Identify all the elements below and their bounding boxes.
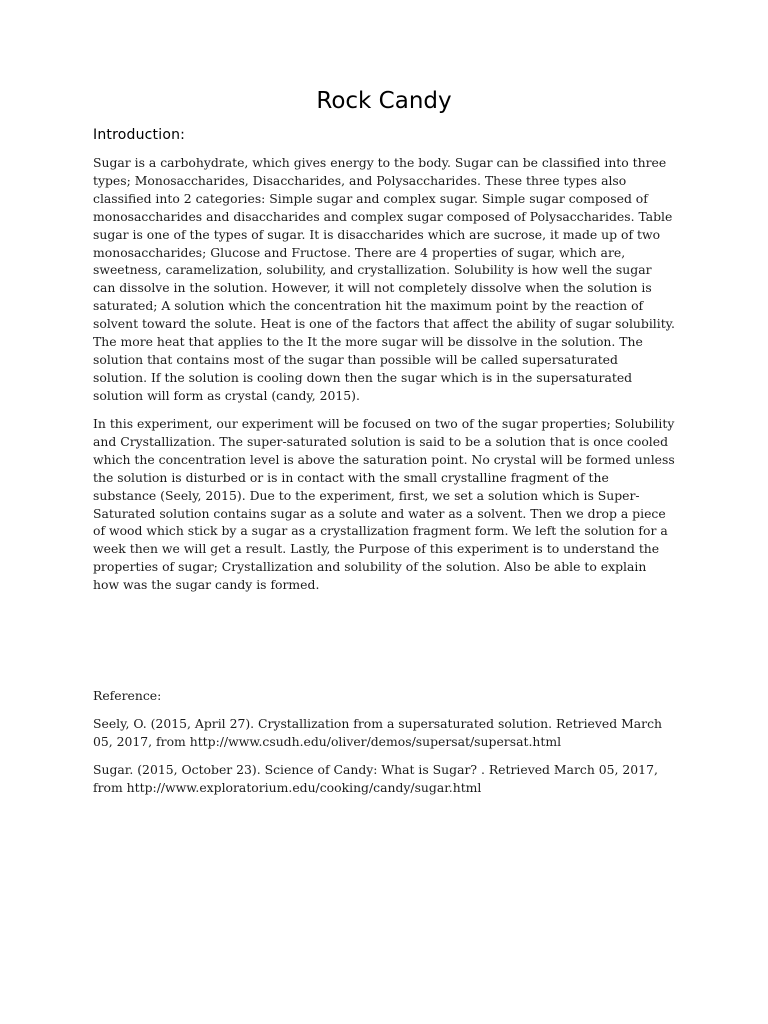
intro-paragraph-1: Sugar is a carbohydrate, which gives energy to the body. Sugar can be classified into three types; Monosaccharides, Disaccharides, and Polysaccharides. These three types also classified into 2 categories: Simple sugar and complex sugar. Simple sugar composed of monosaccharides and disaccharides and complex sugar composed of Polysaccharides. Table sugar is one of the types of sugar. It is disaccharides which are sucrose, it made up of two monosaccharides; Glucose and Fructose. There are 4 properties of sugar, which are, sweetness, caramelization, solubility, and crystallization. Solubility is how well the sugar can dissolve in the solution. However, it will not completely dissolve when the solution is saturated; A solution which the concentration hit the maximum point by the reaction of solvent toward the solute. Heat is one of the factors that affect the ability of sugar solubility. The more heat that applies to the It the more sugar will be dissolve in the solution. The solution that contains most of the sugar than possible will be called supersaturated solution. If the solution is cooling down then the sugar which is in the supersaturated solution will form as crystal (candy, 2015). — [93, 155, 675, 403]
document-title: Rock Candy — [316, 88, 452, 114]
reference-entry-2: Sugar. (2015, October 23). Science of Candy: What is Sugar? . Retrieved March 05, 2017, from http://www.exploratorium.edu/cooking/candy/sugar.html — [93, 762, 658, 795]
reference-entry-1: Seely, O. (2015, April 27). Crystallization from a supersaturated solution. Retrieved March 05, 2017, from http://www.csudh.edu/oliver/demos/supersat/supersat.html — [93, 716, 663, 749]
reference-label: Reference: — [93, 688, 162, 703]
introduction-heading: Introduction: — [93, 127, 186, 143]
intro-paragraph-2: In this experiment, our experiment will be focused on two of the sugar properties; Solubility and Crystallization. The super-saturated solution is said to be a solution that is once cooled which the concentration level is above the saturation point. No crystal will be formed unless the solution is disturbed or is in contact with the small crystalline fragment of the substance (Seely, 2015). Due to the experiment, first, we set a solution which is Super-Saturated solution contains sugar as a solute and water as a solvent. Then we drop a piece of wood which stick by a sugar as a crystallization fragment form. We left the solution for a week then we will get a result. Lastly, the Purpose of this experiment is to understand the properties of sugar; Crystallization and solubility of the solution. Also be able to explain how was the sugar candy is formed. — [93, 416, 675, 593]
